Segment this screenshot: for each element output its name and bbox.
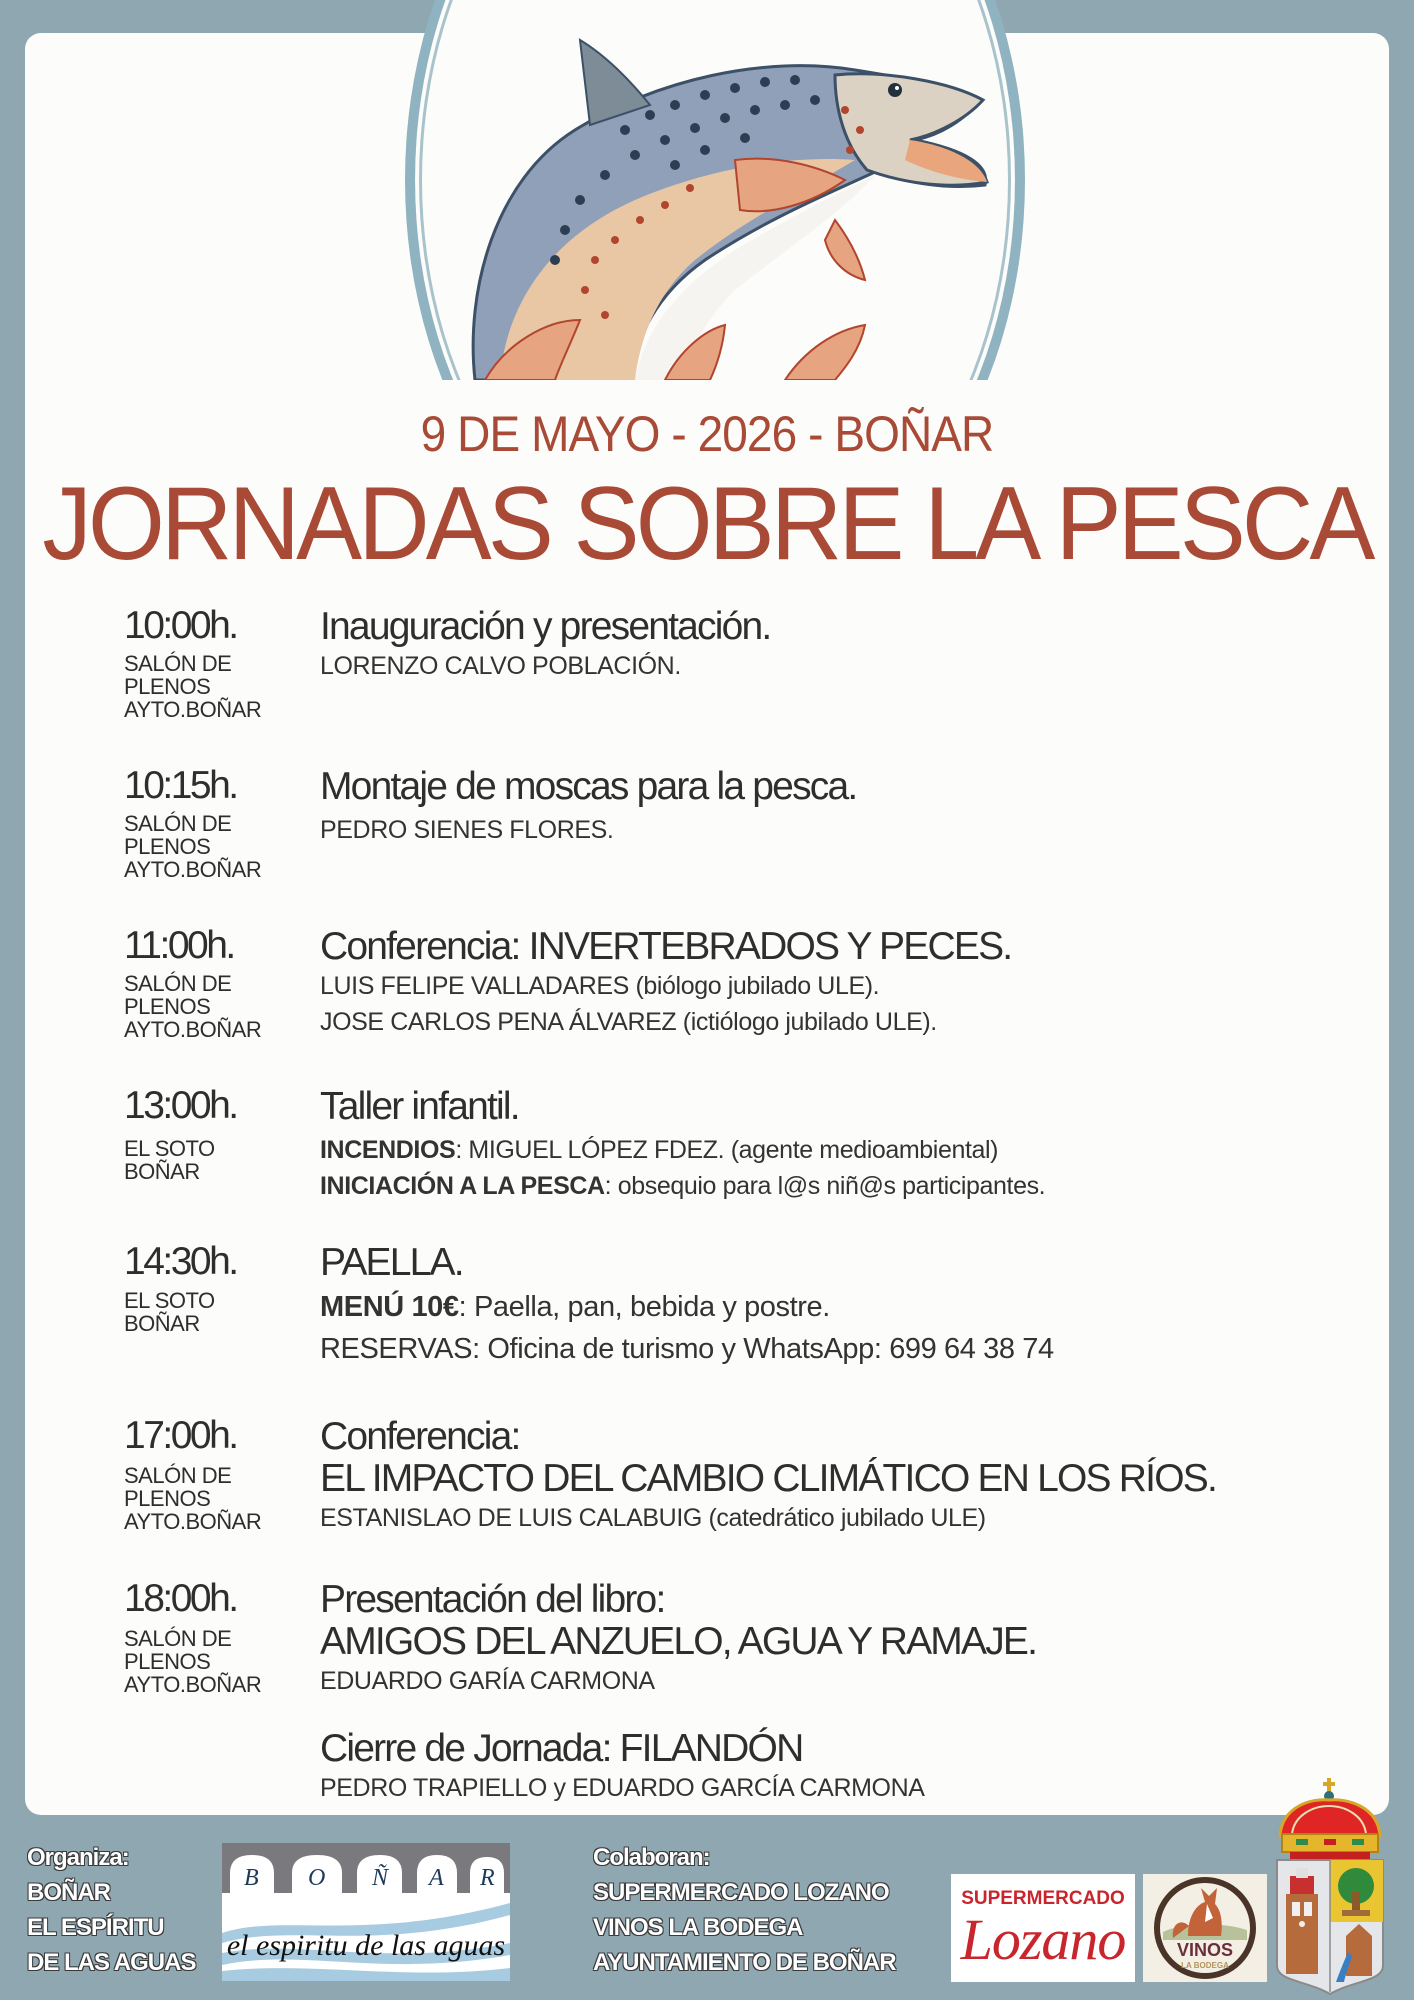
place-line: PLENOS bbox=[124, 1649, 211, 1674]
place-line: EL SOTO bbox=[124, 1288, 215, 1313]
page-title: JORNADAS SOBRE LA PESCA bbox=[42, 466, 1372, 582]
place-line: PLENOS bbox=[124, 1486, 211, 1511]
event-title-highlight: AMIGOS DEL ANZUELO, AGUA Y RAMAJE. bbox=[320, 1620, 1037, 1663]
organizer-line: DE LAS AGUAS bbox=[27, 1949, 196, 1976]
collaborator-line: AYUNTAMIENTO DE BOÑAR bbox=[593, 1949, 896, 1976]
event-title: Conferencia: INVERTEBRADOS Y PECES. bbox=[320, 925, 1012, 968]
collaborators-block bbox=[593, 1840, 896, 1980]
organizer-line: BOÑAR bbox=[27, 1879, 110, 1906]
svg-text:LA BODEGA: LA BODEGA bbox=[1181, 1961, 1229, 1970]
event-time: 14:30h. bbox=[124, 1240, 237, 1283]
place-line: PLENOS bbox=[124, 674, 211, 699]
event-title: Cierre de Jornada: FILANDÓN bbox=[320, 1727, 803, 1770]
place-line: SALÓN DE bbox=[124, 811, 232, 836]
place-line: PLENOS bbox=[124, 834, 211, 859]
place-line: AYTO.BOÑAR bbox=[124, 857, 262, 882]
event-place bbox=[124, 812, 309, 881]
svg-text:B: B bbox=[244, 1865, 259, 1891]
event-detail: LORENZO CALVO POBLACIÓN. bbox=[320, 652, 681, 680]
svg-text:VINOS: VINOS bbox=[1176, 1940, 1234, 1960]
collaborator-line: SUPERMERCADO LOZANO bbox=[593, 1879, 889, 1906]
place-line: SALÓN DE bbox=[124, 651, 232, 676]
collaborators-label: Colaboran: bbox=[593, 1844, 710, 1871]
event-title-highlight: EL IMPACTO DEL CAMBIO CLIMÁTICO EN LOS RÍOS. bbox=[320, 1457, 1216, 1500]
collaborator-line: VINOS LA BODEGA bbox=[593, 1914, 803, 1941]
coat-of-arms-bonar bbox=[1272, 1776, 1388, 1996]
event-title: Inauguración y presentación. bbox=[320, 605, 771, 648]
event-detail bbox=[320, 1286, 1414, 1328]
event-place bbox=[124, 652, 309, 721]
event-title: Montaje de moscas para la pesca. bbox=[320, 765, 857, 808]
event-title: Presentación del libro: bbox=[320, 1578, 665, 1621]
event-place bbox=[124, 1137, 309, 1183]
detail-bold: INCENDIOS bbox=[320, 1136, 456, 1164]
event-time: 10:15h. bbox=[124, 764, 237, 807]
event-detail: JOSE CARLOS PENA ÁLVAREZ (ictiólogo jubilado ULE). bbox=[320, 1008, 937, 1036]
fox-wine-icon bbox=[1143, 1874, 1267, 1982]
event-detail: EDUARDO GARÍA CARMONA bbox=[320, 1667, 655, 1695]
supermercado-lozano-logo bbox=[951, 1874, 1135, 1982]
organizer-line: EL ESPÍRITU bbox=[27, 1914, 164, 1941]
bonar-espiritu-logo bbox=[222, 1843, 510, 1981]
detail-text: : MIGUEL LÓPEZ FDEZ. (agente medioambiental) bbox=[455, 1136, 999, 1164]
svg-text:R: R bbox=[480, 1865, 495, 1891]
event-time: 10:00h. bbox=[124, 604, 237, 647]
place-line: AYTO.BOÑAR bbox=[124, 1017, 262, 1042]
place-line: SALÓN DE bbox=[124, 1626, 232, 1651]
trout-icon bbox=[405, 0, 1025, 380]
bridge-arches-icon bbox=[222, 1843, 510, 1981]
vinos-la-bodega-logo bbox=[1143, 1874, 1267, 1982]
event-time: 11:00h. bbox=[124, 924, 234, 967]
svg-text:A: A bbox=[429, 1865, 444, 1891]
event-place bbox=[124, 1464, 309, 1533]
place-line: EL SOTO bbox=[124, 1136, 215, 1161]
event-detail bbox=[320, 1132, 1414, 1168]
place-line: BOÑAR bbox=[124, 1311, 200, 1336]
detail-text: : Paella, pan, bebida y postre. bbox=[458, 1291, 830, 1323]
event-detail: RESERVAS: Oficina de turismo y WhatsApp: 699 64 38 74 bbox=[320, 1333, 1054, 1365]
place-line: BOÑAR bbox=[124, 1159, 200, 1184]
organizer-block bbox=[27, 1840, 195, 1980]
organizer-label: Organiza: bbox=[27, 1844, 129, 1871]
svg-text:Ñ: Ñ bbox=[372, 1865, 389, 1891]
place-line: SALÓN DE bbox=[124, 1463, 232, 1488]
place-line: AYTO.BOÑAR bbox=[124, 697, 262, 722]
place-line: AYTO.BOÑAR bbox=[124, 1509, 262, 1534]
coat-of-arms-icon bbox=[1272, 1776, 1388, 1996]
event-place bbox=[124, 1627, 309, 1696]
detail-bold: MENÚ 10€ bbox=[320, 1291, 459, 1323]
svg-text:el espiritu de las aguas: el espiritu de las aguas bbox=[226, 1929, 506, 1962]
event-time: 13:00h. bbox=[124, 1084, 237, 1127]
place-line: PLENOS bbox=[124, 994, 211, 1019]
lozano-top-text: SUPERMERCADO bbox=[961, 1888, 1125, 1909]
event-place bbox=[124, 972, 309, 1041]
place-line: AYTO.BOÑAR bbox=[124, 1672, 262, 1697]
lozano-script-text: Lozano bbox=[960, 1907, 1126, 1972]
detail-text: : obsequio para l@s niñ@s participantes. bbox=[604, 1172, 1046, 1200]
event-time: 17:00h. bbox=[124, 1414, 237, 1457]
event-detail: ESTANISLAO DE LUIS CALABUIG (catedrático jubilado ULE) bbox=[320, 1504, 986, 1532]
event-detail: PEDRO TRAPIELLO y EDUARDO GARCÍA CARMONA bbox=[320, 1774, 925, 1802]
event-title: Conferencia: bbox=[320, 1415, 520, 1458]
event-date-location: 9 DE MAYO - 2026 - BOÑAR bbox=[420, 406, 994, 462]
place-line: SALÓN DE bbox=[124, 971, 232, 996]
trout-illustration bbox=[405, 0, 1025, 380]
event-detail: LUIS FELIPE VALLADARES (biólogo jubilado ULE). bbox=[320, 972, 880, 1000]
event-detail: PEDRO SIENES FLORES. bbox=[320, 816, 614, 844]
svg-text:O: O bbox=[308, 1865, 326, 1891]
event-title: Taller infantil. bbox=[320, 1085, 519, 1128]
event-detail bbox=[320, 1168, 1414, 1204]
event-time: 18:00h. bbox=[124, 1577, 237, 1620]
event-title: PAELLA. bbox=[320, 1241, 463, 1284]
detail-bold: INICIACIÓN A LA PESCA bbox=[320, 1172, 605, 1200]
event-place bbox=[124, 1289, 309, 1335]
